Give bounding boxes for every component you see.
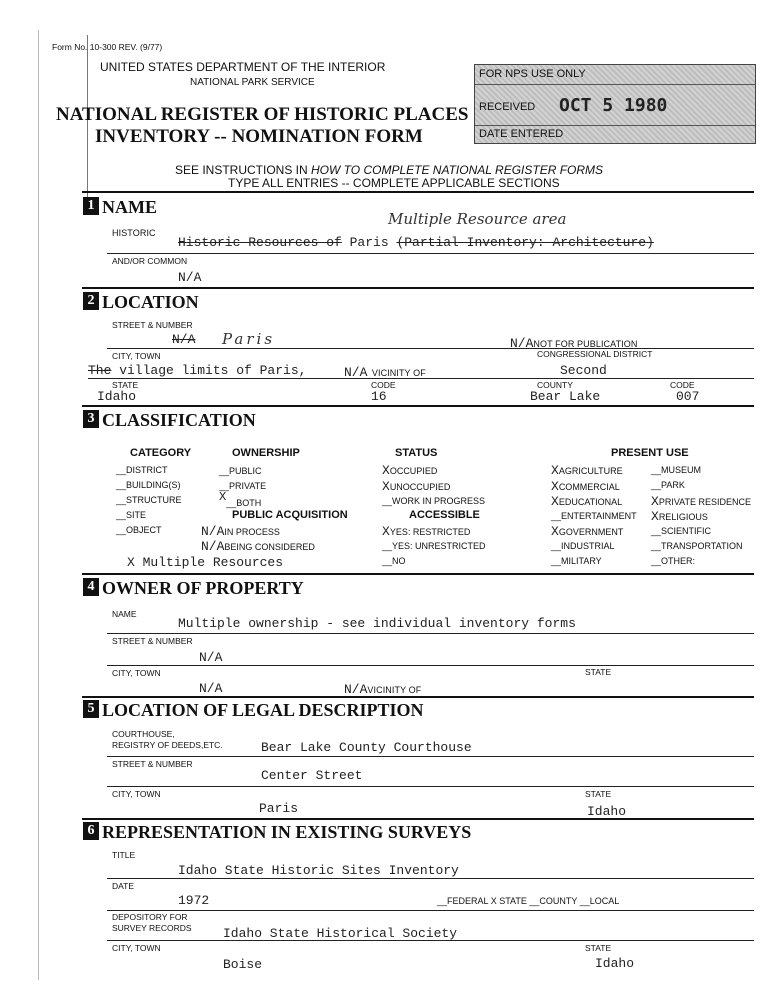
scan-edge-line — [38, 30, 39, 980]
common-label: AND/OR COMMON — [112, 256, 188, 266]
ownership-public: __PUBLIC — [219, 466, 262, 476]
historic-name: Historic Resources of Paris (Partial Inventory: Architecture) — [178, 235, 654, 250]
use-military: __MILITARY — [551, 556, 602, 566]
owner-state-label: STATE — [585, 667, 612, 677]
ownership-both: X__BOTH — [219, 490, 262, 508]
legal-city-label: CITY, TOWN — [112, 789, 161, 799]
not-for-publication: N/ANOT FOR PUBLICATION — [510, 336, 638, 351]
code2-value: 007 — [676, 389, 700, 404]
received-stamp: OCT 5 1980 — [559, 95, 668, 116]
use-religious: XRELIGIOUS — [651, 509, 708, 524]
depository-value: Idaho State Historical Society — [223, 926, 458, 941]
street-handwritten: Paris — [222, 330, 276, 348]
owner-city-value: N/A — [199, 681, 223, 696]
county-value: Bear Lake — [530, 389, 601, 404]
category-district: __DISTRICT — [116, 465, 168, 475]
divider — [82, 191, 754, 193]
category-header: CATEGORY — [130, 447, 192, 459]
city-label: CITY, TOWN — [112, 351, 161, 361]
status-unoccupied: XUNOCCUPIED — [382, 479, 451, 494]
category-buildings: __BUILDING(S) — [116, 480, 181, 490]
nps-use-box — [474, 64, 756, 144]
use-government: XGOVERNMENT — [551, 524, 624, 539]
ownership-private: __PRIVATE — [219, 481, 267, 491]
county-label: COUNTY — [537, 380, 573, 390]
received-label: RECEIVED — [479, 101, 536, 113]
use-private-residence: XPRIVATE RESIDENCE — [651, 494, 751, 509]
section-4-heading: 4 OWNER OF PROPERTY — [83, 578, 304, 599]
owner-street-value: N/A — [199, 650, 223, 665]
section-5-heading: 5 LOCATION OF LEGAL DESCRIPTION — [83, 700, 424, 721]
category-structure: __STRUCTURE — [116, 495, 182, 505]
owner-name-value: Multiple ownership - see individual inventory forms — [178, 616, 576, 631]
accessible-restricted: XYES: RESTRICTED — [382, 524, 471, 539]
use-scientific: __SCIENTIFIC — [651, 526, 712, 536]
owner-street-label: STREET & NUMBER — [112, 636, 193, 646]
congressional-label: CONGRESSIONAL DISTRICT — [537, 349, 653, 359]
accessible-no: __NO — [382, 556, 406, 566]
survey-state-value: Idaho — [595, 956, 635, 971]
department-name: UNITED STATES DEPARTMENT OF THE INTERIOR — [100, 60, 386, 74]
legal-street-value: Center Street — [261, 768, 363, 783]
legal-street-label: STREET & NUMBER — [112, 759, 193, 769]
status-header: STATUS — [395, 447, 438, 459]
survey-title-value: Idaho State Historic Sites Inventory — [178, 863, 459, 878]
depository-label-1: DEPOSITORY FOR — [112, 912, 188, 922]
legal-state-label: STATE — [585, 789, 612, 799]
code-label: CODE — [371, 380, 396, 390]
common-name: N/A — [178, 270, 202, 285]
multiple-resources: X Multiple Resources — [127, 555, 284, 570]
street-label: STREET & NUMBER — [112, 320, 193, 330]
survey-city-value: Boise — [223, 957, 263, 972]
instructions-line2: TYPE ALL ENTRIES -- COMPLETE APPLICABLE SECTIONS — [228, 176, 560, 190]
accessible-unrestricted: __YES: UNRESTRICTED — [382, 541, 486, 551]
historic-label: HISTORIC — [112, 228, 156, 238]
section-3-heading: 3 CLASSIFICATION — [83, 410, 256, 431]
section-6-heading: 6 REPRESENTATION IN EXISTING SURVEYS — [83, 822, 471, 843]
depository-label-2: SURVEY RECORDS — [112, 923, 192, 933]
vicinity: N/A VICINITY OF — [344, 365, 426, 380]
section-2-heading: 2 LOCATION — [83, 292, 199, 313]
use-commercial: XCOMMERCIAL — [551, 479, 620, 494]
category-object: __OBJECT — [116, 525, 162, 535]
section-1-heading: 1 NAME — [83, 197, 157, 218]
owner-vicinity: N/AVICINITY OF — [344, 682, 422, 697]
ownership-header: OWNERSHIP — [232, 447, 300, 459]
acq-in-process: N/AIN PROCESS — [201, 524, 280, 539]
use-other: __OTHER: — [651, 556, 696, 566]
form-title-line1: NATIONAL REGISTER OF HISTORIC PLACES — [56, 104, 469, 125]
owner-city-label: CITY, TOWN — [112, 668, 161, 678]
instructions-line1: SEE INSTRUCTIONS IN HOW TO COMPLETE NATIONAL REGISTER FORMS — [175, 163, 604, 177]
city-value: The village limits of Paris, — [88, 363, 307, 378]
legal-state-value: Idaho — [587, 804, 627, 819]
use-entertainment: __ENTERTAINMENT — [551, 511, 637, 521]
survey-city-label: CITY, TOWN — [112, 943, 161, 953]
congressional-value: Second — [560, 363, 607, 378]
state-label: STATE — [112, 380, 139, 390]
survey-date-label: DATE — [112, 881, 135, 891]
legal-city-value: Paris — [259, 801, 299, 816]
present-use-header: PRESENT USE — [611, 447, 689, 459]
survey-date-value: 1972 — [178, 893, 210, 908]
status-occupied: XOCCUPIED — [382, 463, 438, 478]
public-acquisition-header: PUBLIC ACQUISITION — [232, 509, 348, 521]
courthouse-value: Bear Lake County Courthouse — [261, 740, 472, 755]
use-transportation: __TRANSPORTATION — [651, 541, 743, 551]
street-value: N/A — [172, 332, 196, 347]
historic-handwritten: Multiple Resource area — [388, 210, 567, 228]
service-name: NATIONAL PARK SERVICE — [190, 77, 315, 88]
use-museum: __MUSEUM — [651, 465, 702, 475]
state-value: Idaho — [97, 389, 137, 404]
acq-being-considered: N/ABEING CONSIDERED — [201, 539, 315, 554]
owner-name-label: NAME — [112, 609, 137, 619]
code2-label: CODE — [670, 380, 695, 390]
category-site: __SITE — [116, 510, 147, 520]
date-entered-label: DATE ENTERED — [479, 128, 564, 140]
status-work-in-progress: __WORK IN PROGRESS — [382, 496, 486, 506]
use-agriculture: XAGRICULTURE — [551, 463, 623, 478]
use-educational: XEDUCATIONAL — [551, 494, 623, 509]
use-industrial: __INDUSTRIAL — [551, 541, 615, 551]
code-value: 16 — [371, 389, 387, 404]
nps-use-label: FOR NPS USE ONLY — [479, 68, 586, 80]
survey-state-label: STATE — [585, 943, 612, 953]
survey-title-label: TITLE — [112, 850, 136, 860]
form-title-line2: INVENTORY -- NOMINATION FORM — [95, 126, 423, 147]
accessible-header: ACCESSIBLE — [409, 509, 480, 521]
form-number: Form No. 10-300 REV. (9/77) — [52, 42, 163, 52]
use-park: __PARK — [651, 480, 685, 490]
survey-levels: __FEDERAL X STATE __COUNTY __LOCAL — [437, 896, 620, 906]
courthouse-label-1: COURTHOUSE, — [112, 729, 175, 739]
courthouse-label-2: REGISTRY OF DEEDS,ETC. — [112, 740, 223, 750]
